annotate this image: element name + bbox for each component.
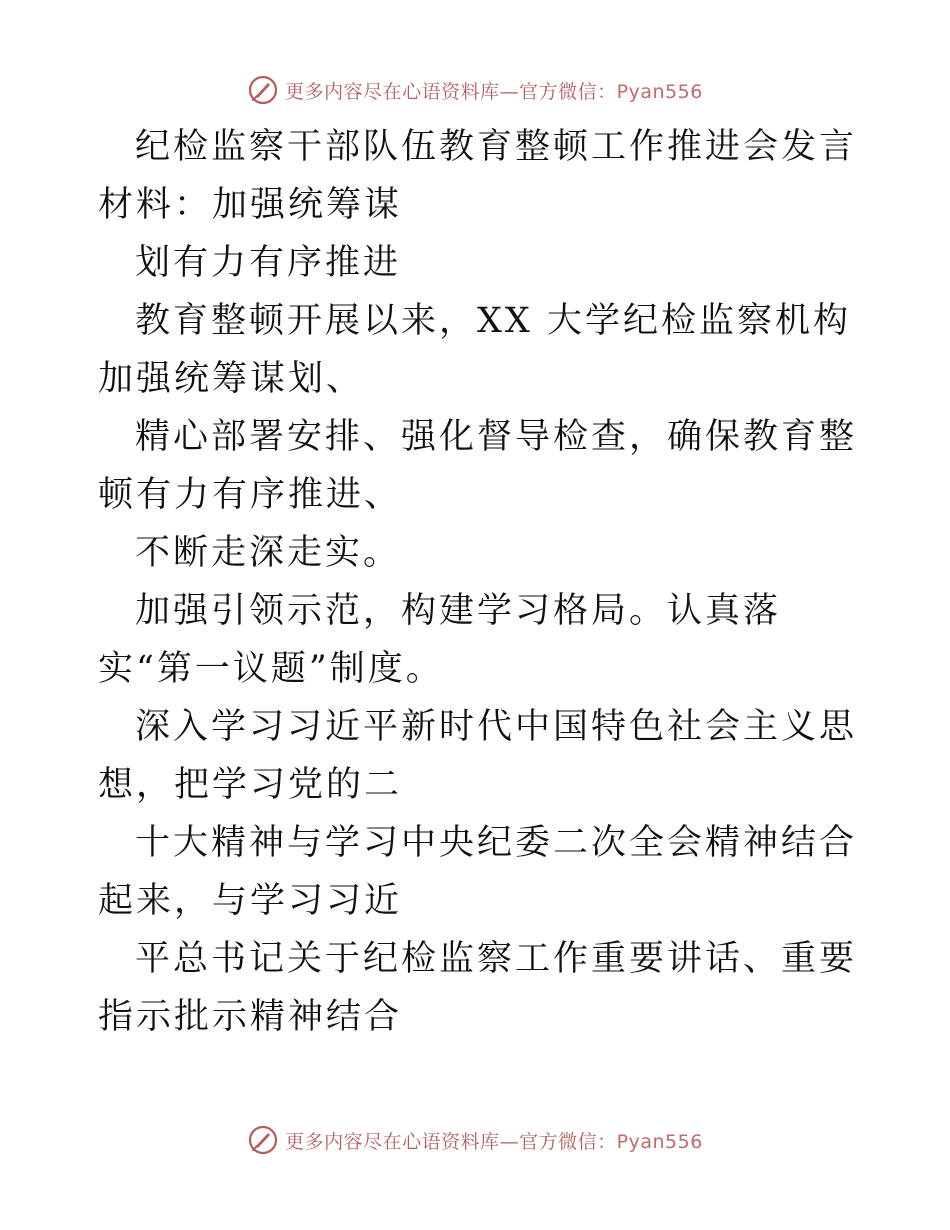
paragraph: 教育整顿开展以来，XX 大学纪检监察机构加强统筹谋划、 [98,301,851,399]
document-body [98,118,868,1046]
watermark-text: 更多内容尽在心语资料库—官方微信： [285,80,617,103]
paragraph: 精心部署安排、强化督导检查，确保教育整顿有力有序推进、 [98,417,858,515]
paragraph: 纪检监察干部队伍教育整顿工作推进会发言材料：加强统筹谋 [98,127,858,225]
paragraph: 划有力有序推进 [135,243,402,283]
footer-watermark [0,1120,950,1160]
paragraph: 深入学习习近平新时代中国特色社会主义思想，把学习党的二 [98,707,858,805]
quill-pen-icon [247,1124,279,1156]
paragraph: 十大精神与学习中央纪委二次全会精神结合起来，与学习习近 [98,823,858,921]
quill-pen-icon [247,74,279,106]
header-watermark [0,70,950,110]
watermark-wechat-id: Pyan556 [616,80,703,103]
watermark-text: 更多内容尽在心语资料库—官方微信： [285,1130,617,1153]
paragraph: 不断走深走实。 [135,533,402,573]
paragraph: 平总书记关于纪检监察工作重要讲话、重要指示批示精神结合 [98,939,858,1037]
watermark-wechat-id: Pyan556 [616,1130,703,1153]
paragraph: 加强引领示范，构建学习格局。认真落实“第一议题”制度。 [98,591,782,689]
